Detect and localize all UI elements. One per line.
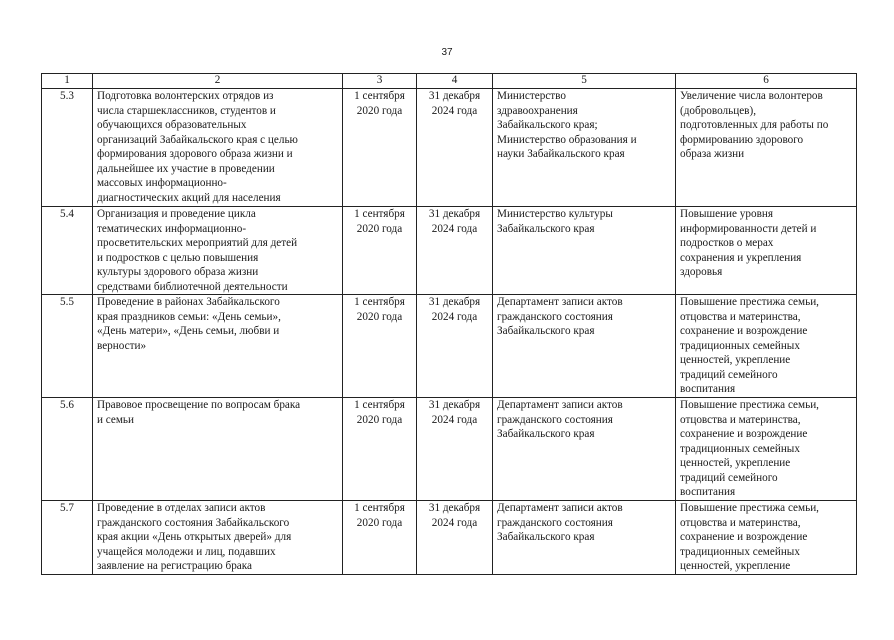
row-number: 5.3 bbox=[42, 89, 93, 207]
start-date-cell: 1 сентября 2020 года bbox=[343, 398, 417, 501]
column-header: 6 bbox=[676, 74, 857, 89]
start-date-cell: 1 сентября 2020 года bbox=[343, 89, 417, 207]
column-header: 3 bbox=[343, 74, 417, 89]
end-date-cell: 31 декабря 2024 года bbox=[417, 89, 493, 207]
result-cell: Увеличение числа волонтеров (добровольцев), подготовленных для работы по формированию здорового образа жизни bbox=[676, 89, 857, 207]
end-date-cell: 31 декабря 2024 года bbox=[417, 501, 493, 575]
start-date-cell: 1 сентября 2020 года bbox=[343, 501, 417, 575]
row-number: 5.7 bbox=[42, 501, 93, 575]
end-date-cell: 31 декабря 2024 года bbox=[417, 398, 493, 501]
column-header: 5 bbox=[493, 74, 676, 89]
end-date-cell: 31 декабря 2024 года bbox=[417, 295, 493, 398]
executor-cell: Министерство здравоохранения Забайкальского края; Министерство образования и науки Забайкальского края bbox=[493, 89, 676, 207]
activity-cell: Правовое просвещение по вопросам брака и семьи bbox=[93, 398, 343, 501]
start-date-cell: 1 сентября 2020 года bbox=[343, 207, 417, 295]
result-cell: Повышение уровня информированности детей и подростков о мерах сохранения и укрепления здоровья bbox=[676, 207, 857, 295]
table-row bbox=[42, 295, 857, 398]
result-cell: Повышение престижа семьи, отцовства и материнства, сохранение и возрождение традиционных семейных ценностей, укрепление традиций семейного воспитания bbox=[676, 398, 857, 501]
column-number-row bbox=[42, 74, 857, 89]
table-row bbox=[42, 398, 857, 501]
activity-cell: Организация и проведение цикла тематических информационно- просветительских мероприятий для детей и подростков с целью повышения культуры здорового образа жизни средствами библиотечной деятельности bbox=[93, 207, 343, 295]
end-date-cell: 31 декабря 2024 года bbox=[417, 207, 493, 295]
column-header: 1 bbox=[42, 74, 93, 89]
result-cell: Повышение престижа семьи, отцовства и материнства, сохранение и возрождение традиционных семейных ценностей, укрепление традиций семейного воспитания bbox=[676, 295, 857, 398]
table-row bbox=[42, 89, 857, 207]
table-row bbox=[42, 501, 857, 575]
row-number: 5.6 bbox=[42, 398, 93, 501]
result-cell: Повышение престижа семьи, отцовства и материнства, сохранение и возрождение традиционных семейных ценностей, укрепление bbox=[676, 501, 857, 575]
executor-cell: Департамент записи актов гражданского состояния Забайкальского края bbox=[493, 501, 676, 575]
column-header: 2 bbox=[93, 74, 343, 89]
executor-cell: Министерство культуры Забайкальского края bbox=[493, 207, 676, 295]
start-date-cell: 1 сентября 2020 года bbox=[343, 295, 417, 398]
activity-cell: Проведение в районах Забайкальского края праздников семьи: «День семьи», «День матери», «День семьи, любви и верности» bbox=[93, 295, 343, 398]
activity-plan-table bbox=[41, 73, 857, 575]
row-number: 5.4 bbox=[42, 207, 93, 295]
activity-cell: Проведение в отделах записи актов гражданского состояния Забайкальского края акции «День открытых дверей» для учащейся молодежи и лиц, подавших заявление на регистрацию брака bbox=[93, 501, 343, 575]
page-number: 37 bbox=[441, 47, 453, 58]
activity-cell: Подготовка волонтерских отрядов из числа старшеклассников, студентов и обучающихся образовательных организаций Забайкальского края с целью формирования здорового образа жизни и дальнейшее их участие в проведении массовых информационно- диагностических акций для населения bbox=[93, 89, 343, 207]
table-row bbox=[42, 207, 857, 295]
executor-cell: Департамент записи актов гражданского состояния Забайкальского края bbox=[493, 295, 676, 398]
row-number: 5.5 bbox=[42, 295, 93, 398]
executor-cell: Департамент записи актов гражданского состояния Забайкальского края bbox=[493, 398, 676, 501]
column-header: 4 bbox=[417, 74, 493, 89]
